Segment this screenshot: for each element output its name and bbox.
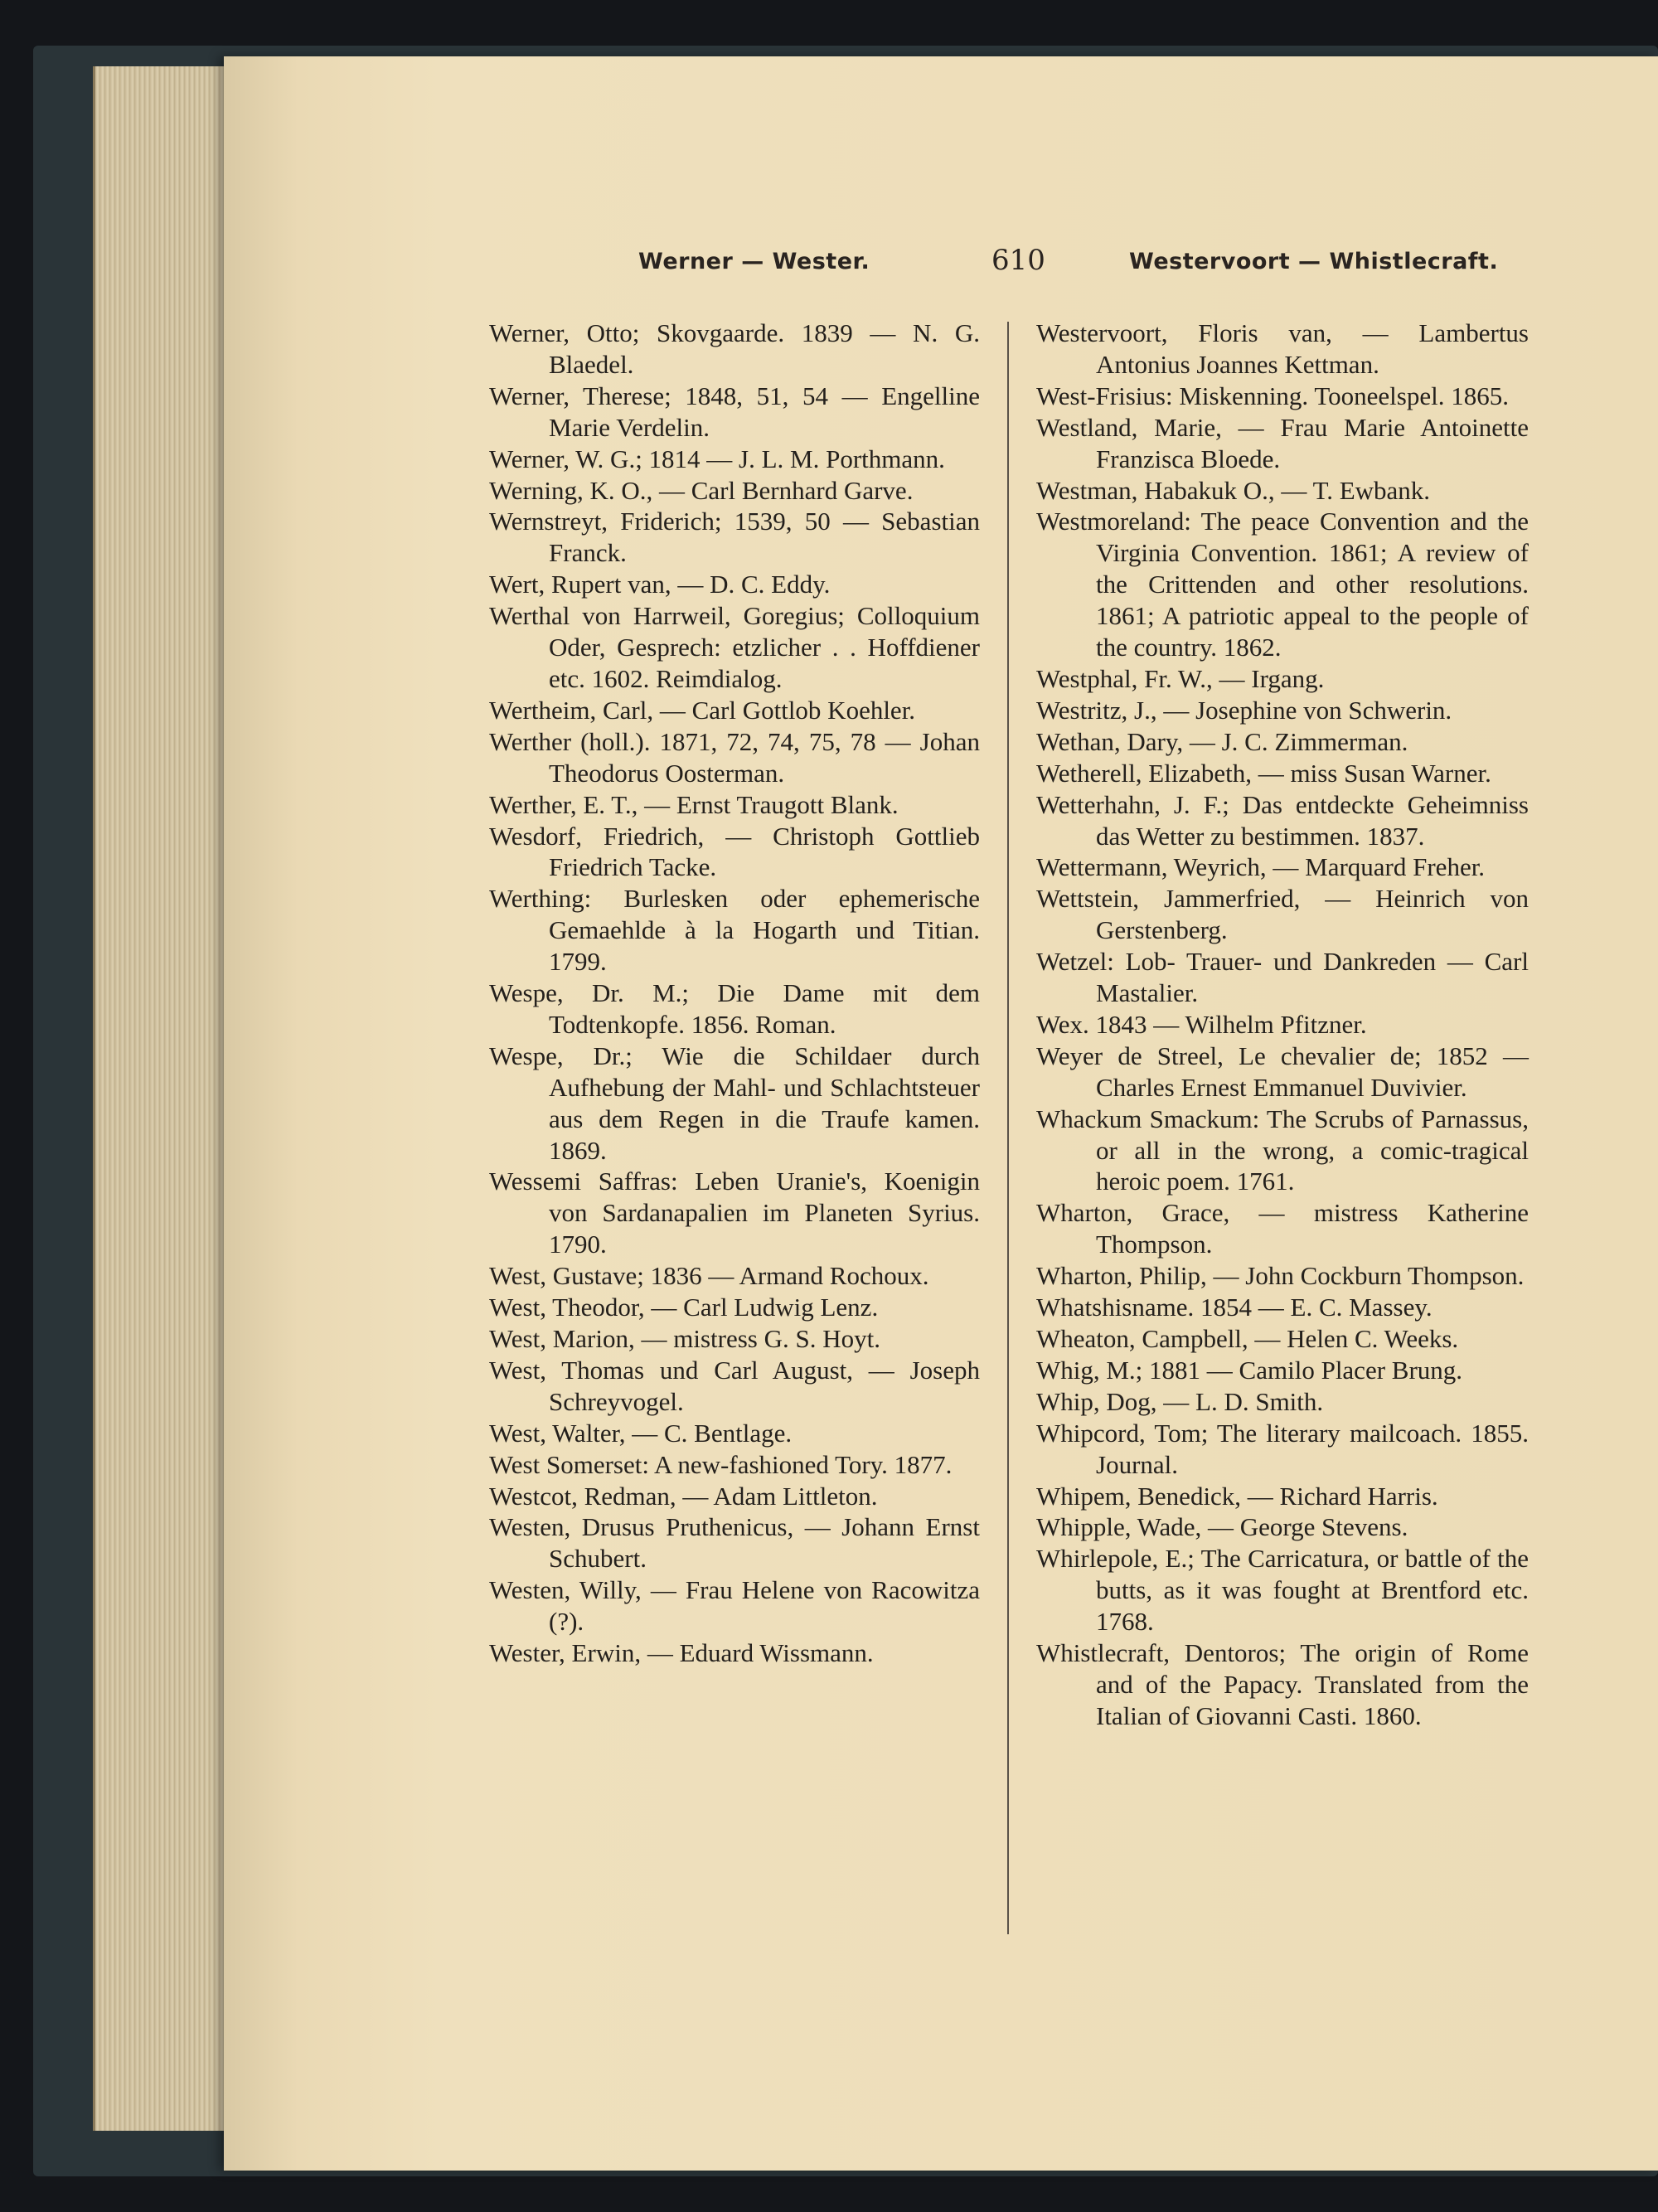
- running-header-left: Werner — Wester.: [638, 249, 870, 274]
- index-entry: Westen, Drusus Pruthenicus, — Johann Ernst Schubert.: [489, 1512, 980, 1574]
- index-entry: Werner, Otto; Skovgaarde. 1839 — N. G. Blaedel.: [489, 318, 980, 379]
- index-entry: Wespe, Dr. M.; Die Dame mit dem Todtenkopfe. 1856. Roman.: [489, 978, 980, 1039]
- index-entry: Wespe, Dr.; Wie die Schildaer durch Aufhebung der Mahl- und Schlachtsteuer aus dem Regen in die Traufe kamen. 1869.: [489, 1041, 980, 1165]
- index-entry: Whig, M.; 1881 — Camilo Placer Brung.: [1036, 1355, 1463, 1385]
- index-entry: Westcot, Redman, — Adam Littleton.: [489, 1481, 878, 1511]
- index-entry: Werther (holl.). 1871, 72, 74, 75, 78 — Johan Theodorus Oosterman.: [489, 726, 980, 788]
- index-entry: Whirlepole, E.; The Carricatura, or battle of the butts, as it was fought at Brentford etc. 1768.: [1036, 1544, 1529, 1637]
- index-entry: Wharton, Grace, — mistress Katherine Thompson.: [1036, 1198, 1529, 1259]
- index-entry: Werther, E. T., — Ernst Traugott Blank.: [489, 789, 899, 819]
- index-entry: Wesdorf, Friedrich, — Christoph Gottlieb Friedrich Tacke.: [489, 821, 980, 882]
- index-entry: Wert, Rupert van, — D. C. Eddy.: [489, 570, 831, 599]
- index-entry: Wessemi Saffras: Leben Uranie's, Koenigin von Sardanapalien im Planeten Syrius. 1790.: [489, 1167, 980, 1259]
- index-entry: Wester, Erwin, — Eduard Wissmann.: [489, 1638, 874, 1668]
- index-entry: West, Thomas und Carl August, — Joseph Schreyvogel.: [489, 1355, 980, 1416]
- left-column: [489, 318, 980, 1669]
- index-entry: Westland, Marie, — Frau Marie Antoinette Franzisca Bloede.: [1036, 412, 1529, 473]
- index-entry: West, Walter, — C. Bentlage.: [489, 1418, 793, 1448]
- index-entry: Whistlecraft, Dentoros; The origin of Rome and of the Papacy. Translated from the Italian of Giovanni Casti. 1860.: [1036, 1638, 1529, 1730]
- index-entry: Westervoort, Floris van, — Lambertus Antonius Joannes Kettman.: [1036, 318, 1529, 379]
- index-entry: Wharton, Philip, — John Cockburn Thompson.: [1036, 1261, 1525, 1291]
- index-entry: Wex. 1843 — Wilhelm Pfitzner.: [1036, 1009, 1367, 1039]
- index-entry: Westmoreland: The peace Convention and the Virginia Convention. 1861; A review of the Crittenden and other resolutions. 1861; A patriotic appeal to the people of the country. 1862.: [1036, 507, 1529, 662]
- index-entry: Westen, Willy, — Frau Helene von Racowitza (?).: [489, 1575, 980, 1637]
- index-entry: Wernstreyt, Friderich; 1539, 50 — Sebastian Franck.: [489, 507, 980, 568]
- index-entry: Weyer de Streel, Le chevalier de; 1852 — Charles Ernest Emmanuel Duvivier.: [1036, 1041, 1529, 1102]
- index-entry: Wheaton, Campbell, — Helen C. Weeks.: [1036, 1324, 1459, 1353]
- page-number: 610: [991, 244, 1045, 277]
- index-entry: West, Gustave; 1836 — Armand Rochoux.: [489, 1261, 929, 1291]
- index-entry: Werthal von Harrweil, Goregius; Colloquium Oder, Gesprech: etzlicher . . Hoffdiener etc. 1602. Reimdialog.: [489, 601, 980, 693]
- index-entry: Westritz, J., — Josephine von Schwerin.: [1036, 695, 1452, 725]
- index-entry: Werthing: Burlesken oder ephemerische Gemaehlde à la Hogarth und Titian. 1799.: [489, 884, 980, 977]
- index-entry: Wetherell, Elizabeth, — miss Susan Warner.: [1036, 758, 1491, 788]
- index-entry: Wettstein, Jammerfried, — Heinrich von Gerstenberg.: [1036, 884, 1529, 945]
- index-entry: Westman, Habakuk O., — T. Ewbank.: [1036, 475, 1431, 505]
- column-divider: [1007, 322, 1009, 1934]
- index-entry: Wetterhahn, J. F.; Das entdeckte Geheimniss das Wetter zu bestimmen. 1837.: [1036, 789, 1529, 851]
- index-entry: West, Marion, — mistress G. S. Hoyt.: [489, 1324, 880, 1353]
- index-entry: West-Frisius: Miskenning. Tooneelspel. 1865.: [1036, 381, 1509, 410]
- index-entry: Wethan, Dary, — J. C. Zimmerman.: [1036, 726, 1408, 756]
- index-entry: Whackum Smackum: The Scrubs of Parnassus, or all in the wrong, a comic-tragical heroic poem. 1761.: [1036, 1104, 1529, 1196]
- index-entry: West, Theodor, — Carl Ludwig Lenz.: [489, 1293, 879, 1322]
- index-entry: Wettermann, Weyrich, — Marquard Freher.: [1036, 852, 1486, 882]
- index-entry: Werner, W. G.; 1814 — J. L. M. Porthmann.: [489, 444, 945, 473]
- index-entry: Whatshisname. 1854 — E. C. Massey.: [1036, 1293, 1433, 1322]
- index-entry: Werning, K. O., — Carl Bernhard Garve.: [489, 475, 914, 505]
- index-entry: West Somerset: A new-fashioned Tory. 1877.: [489, 1449, 953, 1479]
- running-header-right: Westervoort — Whistlecraft.: [1129, 249, 1499, 274]
- index-entry: Whipcord, Tom; The literary mailcoach. 1855. Journal.: [1036, 1418, 1529, 1479]
- index-entry: Werner, Therese; 1848, 51, 54 — Engelline Marie Verdelin.: [489, 381, 980, 442]
- index-entry: Whipem, Benedick, — Richard Harris.: [1036, 1481, 1438, 1511]
- index-entry: Wertheim, Carl, — Carl Gottlob Koehler.: [489, 695, 916, 725]
- index-entry: Whip, Dog, — L. D. Smith.: [1036, 1386, 1324, 1416]
- index-entry: Westphal, Fr. W., — Irgang.: [1036, 663, 1325, 693]
- right-column: [1036, 318, 1529, 1732]
- index-entry: Whipple, Wade, — George Stevens.: [1036, 1512, 1408, 1542]
- index-entry: Wetzel: Lob- Trauer- und Dankreden — Carl Mastalier.: [1036, 947, 1529, 1008]
